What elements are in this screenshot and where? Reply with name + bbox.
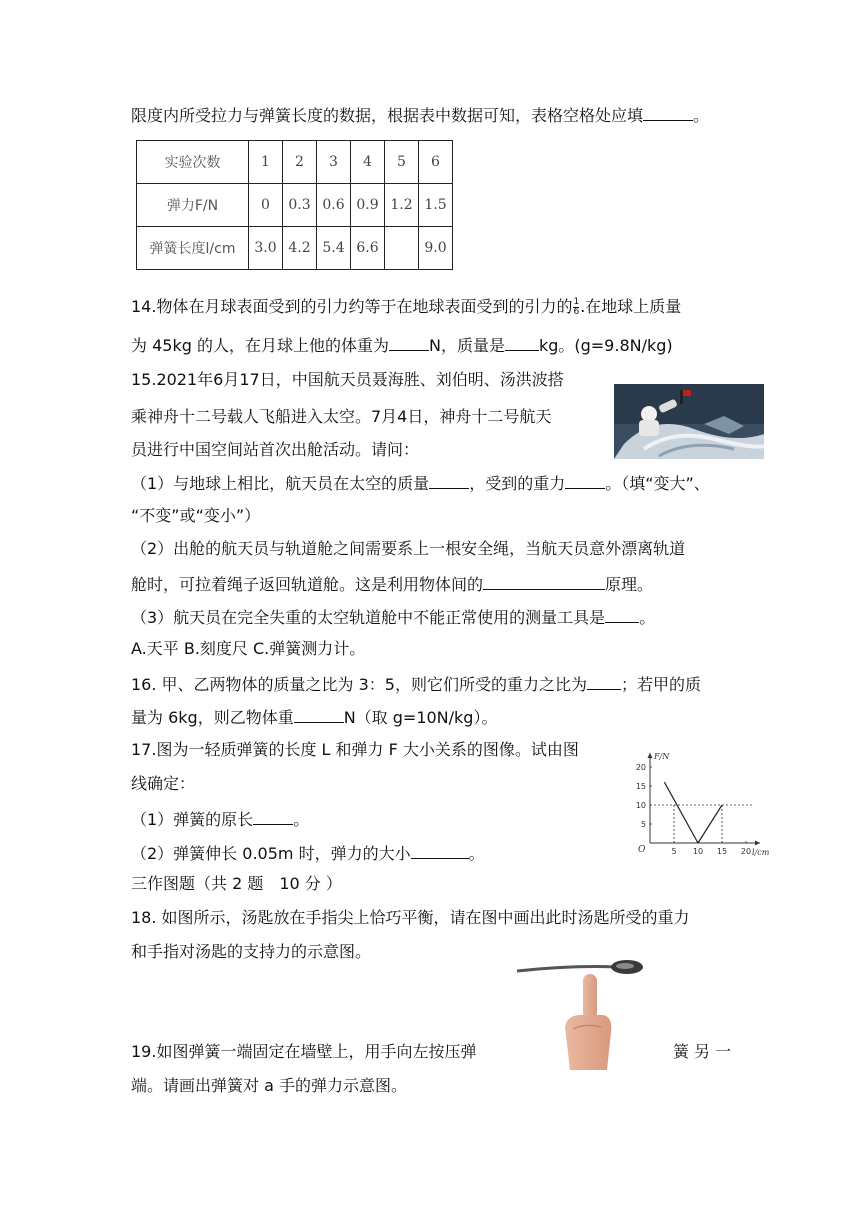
- astronaut-image: [614, 384, 764, 459]
- table-header-cell: 实验次数: [137, 141, 249, 184]
- table-row: [137, 184, 453, 227]
- mass-blank[interactable]: [505, 332, 539, 351]
- y-axis-arrow: [648, 753, 653, 758]
- y-axis-label: F/N: [654, 752, 670, 761]
- table-cell: 6.6: [351, 227, 385, 270]
- q15-line2: 乘神舟十二号载人飞船进入太空。7月4日，神舟十二号航天: [131, 407, 552, 426]
- y-tick-label: 20: [635, 763, 646, 772]
- table-cell: 0: [249, 184, 283, 227]
- chart-series: [650, 782, 754, 843]
- table-cell: 9.0: [419, 227, 453, 270]
- table-header-cell: 弹簧长度l/cm: [137, 227, 249, 270]
- x-axis-arrow: [755, 841, 760, 846]
- q15-p2: （2）出舱的航天员与轨道舱之间需要系上一根安全绳，当航天员意外漂离轨道: [131, 539, 686, 558]
- table-cell: 1: [249, 141, 283, 184]
- table-cell: 0.9: [351, 184, 385, 227]
- x-axis-label: l/cm: [752, 848, 770, 857]
- table-cell: 0.3: [283, 184, 317, 227]
- q17-p2: （2）弹簧伸长 0.05m 时，弹力的大小 。: [131, 840, 485, 866]
- spoon-on-finger-image: [515, 957, 645, 1070]
- q15-p1: （1）与地球上相比，航天员在太空的质量 ，受到的重力 。（填“变大”、: [131, 470, 710, 496]
- q19-line1: 19.如图弹簧一端固定在墙壁上，用手向左按压弹: [131, 1042, 477, 1061]
- q15-line1: 15.2021年6月17日，中国航天员聂海胜、刘伯明、汤洪波搭: [131, 370, 564, 389]
- force-blank[interactable]: [411, 840, 469, 859]
- spring-force-length-chart: [616, 748, 770, 864]
- table-cell: 6: [419, 141, 453, 184]
- q15-p2-cont: 舱时，可拉着绳子返回轨道舱。这是利用物体间的 原理。: [131, 571, 653, 597]
- q16-line2: 量为 6kg，则乙物体重 N（取 g=10N/kg）。: [131, 704, 497, 730]
- table-cell: 1.5: [419, 184, 453, 227]
- q19-line1-tail: 簧 另 一: [673, 1042, 732, 1061]
- table-cell: 0.6: [317, 184, 351, 227]
- x-tick-label: 10: [692, 847, 704, 856]
- chart-ticks: [636, 763, 751, 856]
- x-tick-label: 5: [671, 847, 677, 856]
- series-line: [698, 805, 722, 843]
- origin-label: O: [638, 845, 646, 855]
- y-tick-label: 10: [635, 801, 646, 810]
- y-tick-label: 15: [635, 782, 646, 791]
- q18-line2: 和手指对汤匙的支持力的示意图。: [131, 942, 372, 961]
- principle-blank[interactable]: [483, 571, 605, 590]
- table-cell: 4.2: [283, 227, 317, 270]
- table-cell: 3.0: [249, 227, 283, 270]
- q16-line1: 16. 甲、乙两物体的质量之比为 3：5，则它们所受的重力之比为 ；若甲的质: [131, 671, 701, 697]
- table-cell: 1.2: [385, 184, 419, 227]
- q15-p3: （3）航天员在完全失重的太空轨道舱中不能正常使用的测量工具是 。: [131, 604, 655, 630]
- table-cell: 2: [283, 141, 317, 184]
- table-row: [137, 227, 453, 270]
- table-cell-empty[interactable]: [385, 227, 419, 270]
- q18-line1: 18. 如图所示，汤匙放在手指尖上恰巧平衡，请在图中画出此时汤匙所受的重力: [131, 908, 690, 927]
- x-tick-label: 15: [716, 847, 728, 856]
- q17-p1: （1）弹簧的原长 。: [131, 806, 309, 832]
- q19-line2: 端。请画出弹簧对 a 手的弹力示意图。: [131, 1076, 407, 1095]
- gravity-change-blank[interactable]: [565, 470, 605, 489]
- fraction: $\frac{1}{6}$: [573, 297, 580, 317]
- table-cell: 3: [317, 141, 351, 184]
- ratio-blank[interactable]: [587, 671, 621, 690]
- spring-data-table: [136, 140, 453, 270]
- tool-blank[interactable]: [605, 604, 639, 623]
- q17-line1: 17.图为一轻质弹簧的长度 L 和弹力 F 大小关系的图像。试由图: [131, 740, 579, 759]
- section-three-heading: 三作图题（共 2 题 10 分 ）: [131, 874, 342, 893]
- mass-change-blank[interactable]: [429, 470, 469, 489]
- q15-p1-cont: “不变”或“变小”）: [131, 506, 261, 525]
- original-length-blank[interactable]: [253, 806, 293, 825]
- answer-blank[interactable]: [643, 102, 693, 121]
- table-cell: 5: [385, 141, 419, 184]
- table-header-cell: 弹力F/N: [137, 184, 249, 227]
- table-cell: 5.4: [317, 227, 351, 270]
- series-line: [664, 782, 698, 843]
- q15-line3: 员进行中国空间站首次出舱活动。请问：: [131, 440, 420, 459]
- q17-line2: 线确定：: [131, 774, 196, 793]
- weight-blank[interactable]: [389, 332, 429, 351]
- chart-axes: [635, 752, 770, 857]
- x-tick-label: 20: [740, 847, 752, 856]
- y-tick-label: 5: [640, 820, 646, 829]
- weight-b-blank[interactable]: [294, 704, 344, 723]
- q14-line2: 为 45kg 的人，在月球上他的体重为 N，质量是 kg。(g=9.8N/kg): [131, 332, 673, 358]
- q15-options: A.天平 B.刻度尺 C.弹簧测力计。: [131, 639, 366, 658]
- table-row: [137, 141, 453, 184]
- table-cell: 4: [351, 141, 385, 184]
- intro-line: 限度内所受拉力与弹簧长度的数据，根据表中数据可知，表格空格处应填 。: [131, 102, 709, 128]
- q14-line1: 14.物体在月球表面受到的引力约等于在地球表面受到的引力的 $\frac{1}{6}$ .在地球上质量: [131, 297, 682, 317]
